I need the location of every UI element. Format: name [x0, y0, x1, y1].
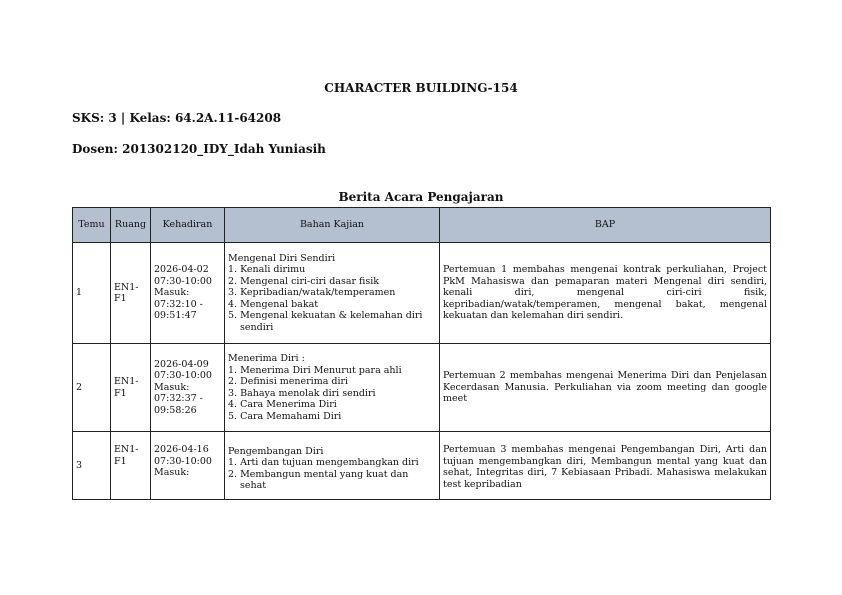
topic-item: 2. Mengenal ciri-ciri dasar fisik	[228, 275, 380, 287]
header-bahan-kajian: Bahan Kajian	[225, 208, 440, 243]
cell-ruang: EN1-F1	[111, 432, 151, 500]
header-bap: BAP	[440, 208, 771, 243]
topic-title: Menerima Diri :	[228, 353, 305, 364]
topic-item: 1. Menerima Diri Menurut para ahli	[228, 364, 402, 376]
topic-item: 5. Mengenal kekuatan & kelemahan diri sendiri	[228, 310, 423, 333]
course-title: CHARACTER BUILDING-154	[324, 81, 518, 95]
topic-item: 5. Cara Memahami Diri	[228, 410, 342, 422]
topic-item: 1. Arti dan tujuan mengembangkan diri	[228, 457, 419, 468]
cell-temu: 2	[73, 344, 111, 432]
cell-bahan-kajian	[225, 344, 440, 432]
topic-item: 4. Mengenal bakat	[228, 298, 319, 310]
topic-item: 3. Kepribadian/watak/temperamen	[228, 287, 396, 299]
table-row	[73, 432, 771, 500]
cell-bahan-kajian	[225, 432, 440, 500]
attendance-text: 2026-04-02 07:30-10:00 Masuk: 07:32:10 - 09:51:47	[154, 264, 212, 322]
header-kehadiran: Kehadiran	[151, 208, 225, 243]
sks-class-line: SKS: 3 | Kelas: 64.2A.11-64208	[72, 111, 282, 125]
topic-item: 1. Kenali dirimu	[228, 264, 306, 276]
cell-bap: Pertemuan 1 membahas mengenai kontrak perkuliahan, Project PkM Mahasiswa dan pemaparan materi Mengenal diri sendiri, kenali diri, mengenal ciri-ciri fisik, kepribadian/watak/temperamen, mengenal bakat, mengenal kekuatan dan kelemahan diri sendiri.	[440, 243, 771, 344]
topic-item: 2. Membangun mental yang kuat dan sehat	[228, 468, 409, 491]
header-ruang: Ruang	[111, 208, 151, 243]
cell-temu: 3	[73, 432, 111, 500]
cell-ruang: EN1-F1	[111, 243, 151, 344]
header-temu: Temu	[73, 208, 111, 243]
topic-list	[228, 457, 436, 492]
topic-item: 3. Bahaya menolak diri sendiri	[228, 387, 376, 399]
table-row	[73, 344, 771, 432]
topic-item: 2. Definisi menerima diri	[228, 376, 349, 387]
topic-title: Pengembangan Diri	[228, 445, 324, 457]
lecturer-line: Dosen: 201302120_IDY_Idah Yuniasih	[72, 142, 326, 156]
cell-bap: Pertemuan 3 membahas mengenai Pengembangan Diri, Arti dan tujuan mengembangkan diri, Membangun mental yang kuat dan sehat, Integritas diri, 7 Kebiasaan Pribadi. Mahasiswa melakukan test kepribadian	[440, 432, 771, 500]
table-row	[73, 243, 771, 344]
cell-temu: 1	[73, 243, 111, 344]
teaching-record-table	[72, 207, 771, 500]
cell-ruang: EN1-F1	[111, 344, 151, 432]
topic-list	[228, 264, 436, 333]
topic-title: Mengenal Diri Sendiri	[228, 252, 336, 264]
cell-kehadiran	[151, 344, 225, 432]
topic-item: 4. Cara Menerima Diri	[228, 399, 337, 410]
table-header-row	[73, 208, 771, 243]
cell-kehadiran	[151, 432, 225, 500]
topic-list	[228, 365, 436, 423]
cell-bap: Pertemuan 2 membahas mengenai Menerima Diri dan Penjelasan Kecerdasan Manusia. Perkuliahan via zoom meeting dan google meet	[440, 344, 771, 432]
attendance-text: 2026-04-16 07:30-10:00 Masuk:	[154, 444, 212, 478]
attendance-text: 2026-04-09 07:30-10:00 Masuk: 07:32:37 - 09:58:26	[154, 358, 212, 416]
cell-bahan-kajian	[225, 243, 440, 344]
table-title: Berita Acara Pengajaran	[338, 190, 504, 204]
cell-kehadiran	[151, 243, 225, 344]
